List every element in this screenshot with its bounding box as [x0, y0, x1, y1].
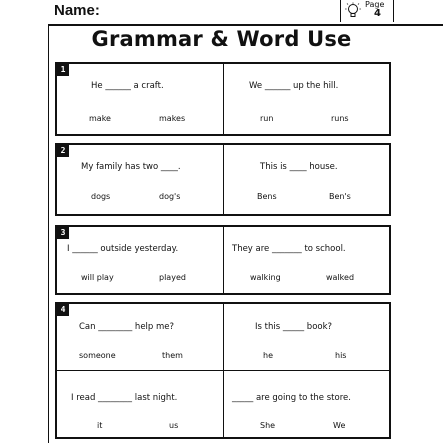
answer-option[interactable]: his — [335, 351, 347, 360]
answer-option[interactable]: dog's — [159, 192, 181, 201]
question-sentence: My family has two ____. — [81, 162, 181, 172]
section-number: 1 — [57, 64, 69, 76]
answer-option[interactable]: runs — [331, 114, 349, 123]
question-section-2 — [55, 143, 391, 216]
page-indicator — [340, 0, 394, 22]
question-sentence: I ______ outside yesterday. — [67, 244, 179, 254]
answer-option[interactable]: makes — [159, 114, 186, 123]
page-border-left — [48, 24, 49, 443]
question-sentence: They are _______ to school. — [232, 244, 346, 254]
answer-option[interactable]: us — [169, 421, 179, 430]
lightbulb-icon — [344, 2, 362, 20]
answer-option[interactable]: Bens — [257, 192, 277, 201]
column-divider — [223, 145, 224, 214]
answer-option[interactable]: make — [89, 114, 111, 123]
section-number: 3 — [57, 227, 69, 239]
question-sentence: He ______ a craft. — [91, 81, 164, 91]
answer-option[interactable]: We — [333, 421, 346, 430]
answer-option[interactable]: it — [97, 421, 103, 430]
question-sentence: This is ____ house. — [260, 162, 338, 172]
section-number: 4 — [57, 304, 69, 316]
answer-option[interactable]: run — [260, 114, 274, 123]
answer-option[interactable]: played — [159, 273, 186, 282]
question-sentence: We ______ up the hill. — [249, 81, 339, 91]
answer-option[interactable]: walking — [250, 273, 281, 282]
answer-option[interactable]: She — [260, 421, 276, 430]
question-section-3 — [55, 225, 391, 295]
question-sentence: Can ________ help me? — [79, 322, 175, 332]
question-sentence: Is this _____ book? — [255, 322, 333, 332]
page-title: Grammar & Word Use — [91, 27, 352, 51]
answer-option[interactable]: will play — [81, 273, 114, 282]
question-section-1 — [55, 62, 391, 136]
answer-option[interactable]: he — [263, 351, 273, 360]
answer-option[interactable]: walked — [326, 273, 355, 282]
answer-option[interactable]: someone — [79, 351, 116, 360]
question-sentence: I read ________ last night. — [71, 393, 178, 403]
name-label: Name: — [54, 2, 100, 19]
page-word: Page — [365, 0, 385, 9]
column-divider — [223, 227, 224, 293]
question-sentence: _____ are going to the store. — [232, 393, 351, 403]
column-divider — [223, 64, 224, 134]
section-number: 2 — [57, 145, 69, 157]
page-number: 4 — [374, 8, 381, 19]
question-section-4 — [55, 302, 391, 439]
row-divider — [57, 370, 389, 371]
answer-option[interactable]: Ben's — [329, 192, 351, 201]
answer-option[interactable]: dogs — [91, 192, 111, 201]
answer-option[interactable]: them — [162, 351, 183, 360]
